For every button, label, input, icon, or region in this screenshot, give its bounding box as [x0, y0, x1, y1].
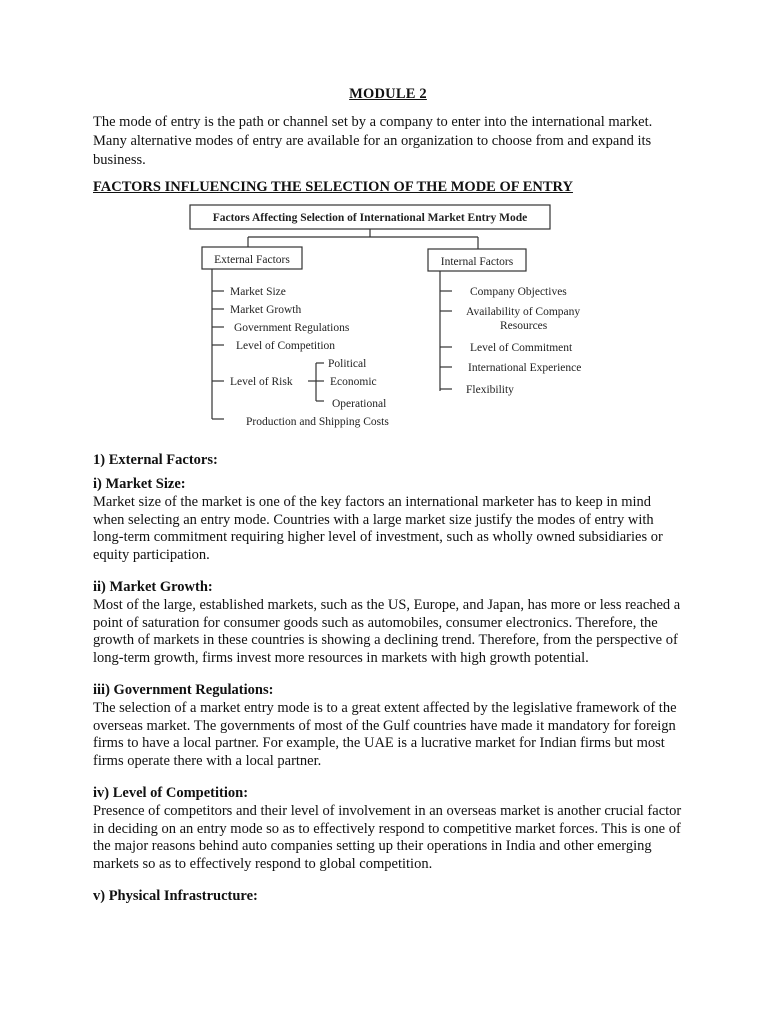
external-factors-label: External Factors — [214, 254, 290, 266]
risk-sub-item: Political — [328, 358, 367, 370]
government-regulations-heading: iii) Government Regulations: — [93, 682, 274, 698]
competition-paragraph: Presence of competitors and their level of involvement in an overseas market is another crucial factor in deciding on an entry mode so as to effectively respond to competitive market forces. This is one of the major reasons behind auto companies setting up their operations in India and other emerging markets so as to effectively respond to global competition. — [93, 803, 682, 872]
external-item: Market Size — [230, 286, 286, 298]
internal-item: Availability of Company — [466, 306, 581, 318]
risk-sub-item: Operational — [332, 398, 387, 410]
external-item: Market Growth — [230, 304, 302, 316]
market-size-heading: i) Market Size: — [93, 476, 186, 492]
external-item: Level of Risk — [230, 376, 293, 388]
module-title: MODULE 2 — [349, 86, 427, 102]
document-page — [93, 86, 683, 906]
intro-paragraph: The mode of entry is the path or channel set by a company to enter into the international market. Many alternative modes of entry are available for an organization to choose from and expand its business. — [93, 114, 653, 168]
risk-sub-item: Economic — [330, 376, 377, 388]
competition-heading: iv) Level of Competition: — [93, 785, 249, 801]
internal-item: International Experience — [468, 362, 582, 374]
market-growth-paragraph: Most of the large, established markets, such as the US, Europe, and Japan, has more or less reached a point of saturation for consumer goods such as automobiles, consumer electronics. Therefore, the growth of markets in these countries is showing a declining trend. Therefore, from the perspective of long-term growth, firms invest more resources in markets with high growth potential. — [93, 597, 681, 666]
internal-item: Flexibility — [466, 384, 514, 396]
market-growth-heading: ii) Market Growth: — [93, 579, 213, 595]
factors-heading: FACTORS INFLUENCING THE SELECTION OF THE MODE OF ENTRY — [93, 179, 573, 195]
external-item: Level of Competition — [236, 340, 336, 352]
internal-item: Level of Commitment — [470, 342, 573, 354]
government-regulations-paragraph: The selection of a market entry mode is to a great extent affected by the legislative framework of the overseas market. The governments of most of the Gulf countries have made it mandatory for foreign firms to have a local partner. For example, the UAE is a lucrative market for Indian firms but most firms operate there with a local partner. — [93, 700, 677, 769]
external-factors-heading: 1) External Factors: — [93, 452, 218, 468]
external-item: Production and Shipping Costs — [246, 416, 389, 428]
internal-factors-label: Internal Factors — [440, 256, 514, 268]
diagram-title: Factors Affecting Selection of International Market Entry Mode — [212, 212, 528, 224]
entry-mode-factors-diagram — [188, 203, 582, 435]
internal-item: Company Objectives — [470, 286, 567, 298]
diagram-svg — [188, 203, 582, 435]
internal-item: Resources — [500, 320, 548, 332]
market-size-paragraph: Market size of the market is one of the key factors an international marketer has to keep in mind when selecting an entry mode. Countries with a large market size justify the modes of entry with long-term commitment requiring higher level of investment, such as wholly owned subsidiaries or equity participation. — [93, 494, 663, 563]
physical-infrastructure-heading: v) Physical Infrastructure: — [93, 888, 258, 904]
external-item: Government Regulations — [234, 322, 350, 334]
